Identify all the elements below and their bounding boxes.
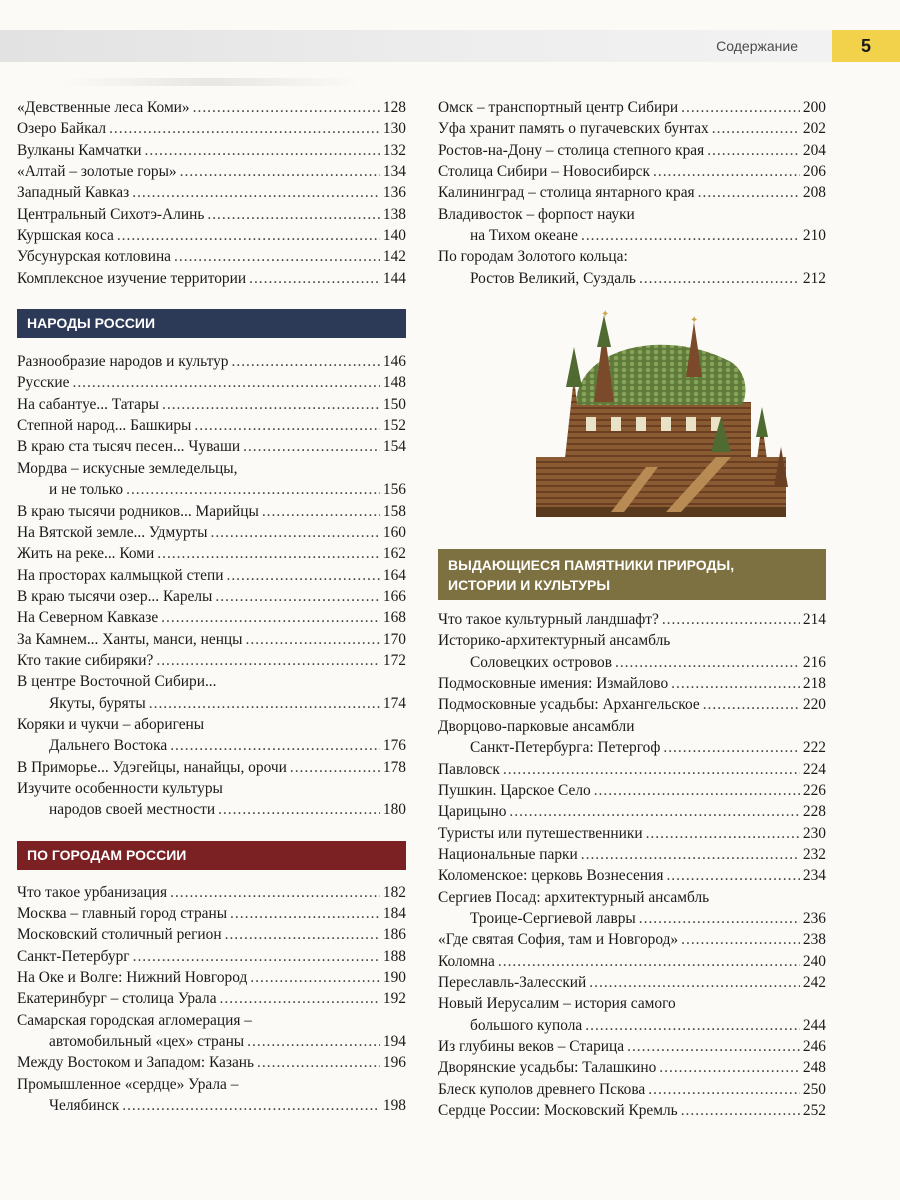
dot-leader (509, 801, 800, 822)
section-heading-monuments[interactable] (438, 549, 826, 600)
toc-entry-title: Коломна (438, 952, 495, 970)
toc-page-number: 182 (382, 883, 406, 901)
toc-page-number: 240 (802, 952, 826, 970)
dot-leader (170, 882, 380, 903)
toc-entry[interactable] (438, 1100, 826, 1121)
toc-entry[interactable] (17, 757, 406, 778)
toc-entry-title: Сергиев Посад: архитектурный ансамбль (438, 888, 710, 906)
dot-leader (246, 629, 380, 650)
toc-entry-line[interactable] (438, 887, 826, 908)
dot-leader (194, 415, 380, 436)
toc-entry-title: Соловецких островов (470, 653, 612, 671)
dot-leader (503, 759, 800, 780)
dot-leader (262, 501, 380, 522)
toc-entry-title: Историко-архитектурный ансамбль (438, 632, 671, 650)
toc-entry[interactable] (17, 882, 406, 903)
toc-entry[interactable] (17, 415, 406, 436)
dot-leader (585, 1015, 800, 1036)
dot-leader (72, 372, 379, 393)
toc-entry[interactable] (17, 522, 406, 543)
page-number: 5 (832, 30, 900, 62)
toc-entry-line[interactable] (438, 993, 826, 1014)
toc-entry-title: Что такое урбанизация (17, 883, 168, 901)
toc-entry[interactable] (438, 609, 826, 630)
toc-entry-title: На просторах калмыцкой степи (17, 566, 224, 584)
toc-entry[interactable] (17, 799, 406, 820)
toc-entry-line[interactable] (17, 778, 406, 799)
toc-page-number: 160 (382, 523, 406, 541)
toc-entry[interactable] (438, 972, 826, 993)
dot-leader (681, 1100, 800, 1121)
toc-entry-title: Челябинск (49, 1097, 120, 1115)
toc-entry-title: Ростов-на-Дону – столица степного края (438, 141, 705, 159)
toc-entry-title: «Алтай – золотые горы» (17, 163, 177, 181)
toc-entry[interactable] (17, 586, 406, 607)
dot-leader (648, 1079, 800, 1100)
toc-entry[interactable] (438, 182, 826, 203)
header-title: Содержание (716, 38, 798, 54)
toc-page-number: 234 (802, 867, 826, 885)
toc-page-number: 208 (802, 184, 826, 202)
toc-entry-title: Санкт-Петербург (17, 947, 130, 965)
dot-leader (681, 929, 800, 950)
dot-leader (594, 780, 800, 801)
toc-entry-title: Коряки и чукчи – аборигены (17, 715, 205, 733)
toc-entry[interactable] (17, 988, 406, 1009)
toc-page-number: 176 (382, 737, 406, 755)
dot-leader (132, 182, 380, 203)
toc-entry[interactable] (438, 1079, 826, 1100)
toc-page-number: 142 (382, 248, 406, 266)
dot-leader (247, 1031, 380, 1052)
toc-page-number: 150 (382, 395, 406, 413)
toc-entry[interactable] (438, 225, 826, 246)
toc-entry[interactable] (438, 865, 826, 886)
toc-page-number: 152 (382, 417, 406, 435)
dot-leader (126, 479, 380, 500)
dot-leader (698, 182, 800, 203)
dot-leader (627, 1036, 800, 1057)
toc-entry[interactable] (438, 694, 826, 715)
toc-entry-line[interactable] (438, 204, 826, 225)
toc-entry-title: Русские (17, 374, 70, 392)
toc-page-number: 228 (802, 803, 826, 821)
toc-entry[interactable] (438, 1015, 826, 1036)
toc-page-number: 218 (802, 675, 826, 693)
toc-entry[interactable] (17, 204, 406, 225)
toc-page-number: 140 (382, 227, 406, 245)
dot-leader (174, 246, 380, 267)
svg-text:✦: ✦ (690, 315, 699, 327)
toc-entry[interactable] (17, 967, 406, 988)
dot-leader (157, 543, 380, 564)
toc-page-number: 186 (382, 926, 406, 944)
dot-leader (666, 865, 799, 886)
toc-entry[interactable] (438, 97, 826, 118)
dot-leader (581, 225, 800, 246)
toc-page-number: 162 (382, 545, 406, 563)
toc-entry[interactable] (438, 118, 826, 139)
toc-group-reserves (17, 97, 406, 289)
toc-entry-title: Царицыно (438, 803, 507, 821)
toc-entry-title: Троице-Сергиевой лавры (470, 909, 636, 927)
toc-entry[interactable] (17, 543, 406, 564)
toc-entry-title: В центре Восточной Сибири... (17, 673, 217, 691)
dot-leader (230, 903, 380, 924)
toc-entry-line[interactable] (17, 714, 406, 735)
toc-entry[interactable] (17, 946, 406, 967)
toc-entry-line[interactable] (17, 1074, 406, 1095)
toc-page-number: 164 (382, 566, 406, 584)
toc-entry-title: Московский столичный регион (17, 926, 222, 944)
toc-page-number: 200 (802, 99, 826, 116)
toc-page-number: 202 (802, 120, 826, 138)
toc-entry-title: Подмосковные имения: Измайлово (438, 675, 669, 693)
toc-entry[interactable] (17, 182, 406, 203)
toc-page-number: 214 (802, 611, 826, 629)
toc-entry-title: Самарская городская агломерация – (17, 1011, 252, 1029)
dot-leader (161, 607, 380, 628)
section-heading-cities[interactable]: ПО ГОРОДАМ РОССИИ (17, 841, 406, 870)
toc-entry-title: За Камнем... Ханты, манси, ненцы (17, 630, 243, 648)
dot-leader (615, 652, 800, 673)
toc-entry[interactable] (438, 737, 826, 758)
toc-entry-title: Промышленное «сердце» Урала – (17, 1075, 239, 1093)
toc-entry-title: В краю тысячи родников... Марийцы (17, 502, 259, 520)
dot-leader (149, 693, 380, 714)
dot-leader (226, 565, 379, 586)
toc-group-cities (17, 882, 406, 1117)
toc-page-number: 196 (382, 1054, 406, 1072)
toc-entry[interactable] (17, 394, 406, 415)
toc-entry[interactable] (17, 118, 406, 139)
toc-page-number: 238 (802, 931, 826, 949)
toc-page-number: 204 (802, 141, 826, 159)
dot-leader (220, 988, 380, 1009)
toc-entry[interactable] (17, 246, 406, 267)
toc-entry-title: Блеск куполов древнего Пскова (438, 1080, 646, 1098)
toc-entry[interactable] (17, 607, 406, 628)
toc-entry-title: Подмосковные усадьбы: Архангельское (438, 696, 700, 714)
toc-page-number: 190 (382, 969, 406, 987)
toc-entry[interactable] (17, 693, 406, 714)
toc-entry[interactable] (438, 929, 826, 950)
toc-entry-title: большого купола (470, 1016, 583, 1034)
toc-entry-title: Омск – транспортный центр Сибири (438, 99, 679, 116)
dot-leader (663, 737, 800, 758)
dot-leader (639, 908, 800, 929)
toc-page-number: 236 (802, 909, 826, 927)
toc-page-number: 178 (382, 758, 406, 776)
toc-entry-title: Степной народ... Башкиры (17, 417, 192, 435)
toc-entry-title: Из глубины веков – Старица (438, 1037, 625, 1055)
toc-page-number: 170 (382, 630, 406, 648)
toc-entry-title: Сердце России: Московский Кремль (438, 1102, 678, 1119)
dot-leader (145, 140, 380, 161)
toc-page-number: 244 (802, 1016, 826, 1034)
toc-entry[interactable] (438, 759, 826, 780)
toc-page-number: 172 (382, 651, 406, 669)
toc-page-number: 212 (802, 269, 826, 287)
toc-page-number: 158 (382, 502, 406, 520)
toc-entry-title: «Девственные леса Коми» (17, 99, 190, 116)
toc-entry[interactable] (17, 1095, 406, 1116)
toc-entry-title: Якуты, буряты (49, 694, 146, 712)
section-heading-monuments-line2: ИСТОРИИ И КУЛЬТУРЫ (448, 577, 611, 594)
dot-leader (712, 118, 800, 139)
toc-group-peoples (17, 351, 406, 821)
toc-entry[interactable] (17, 903, 406, 924)
toc-entry[interactable] (17, 735, 406, 756)
toc-entry-title: Вулканы Камчатки (17, 141, 142, 159)
toc-entry-title: На сабантуе... Татары (17, 395, 160, 413)
toc-page-number: 134 (382, 163, 406, 181)
toc-page-number: 180 (382, 801, 406, 819)
toc-entry-title: народов своей местности (49, 801, 216, 819)
toc-entry[interactable] (17, 1031, 406, 1052)
dot-leader (215, 586, 380, 607)
dot-leader (170, 735, 380, 756)
section-heading-peoples[interactable]: НАРОДЫ РОССИИ (17, 309, 406, 338)
toc-entry-title: Жить на реке... Коми (17, 545, 155, 563)
toc-entry[interactable] (438, 951, 826, 972)
toc-entry[interactable] (438, 801, 826, 822)
dot-leader (243, 436, 380, 457)
toc-entry-title: Коломенское: церковь Вознесения (438, 867, 664, 885)
toc-page-number: 194 (382, 1033, 406, 1051)
dot-leader (250, 967, 380, 988)
toc-entry[interactable] (17, 351, 406, 372)
toc-entry-title: Комплексное изучение территории (17, 269, 247, 287)
toc-entry-title: На Северном Кавказе (17, 609, 159, 627)
toc-entry[interactable] (17, 650, 406, 671)
toc-group-monuments (438, 609, 826, 1121)
toc-entry[interactable] (438, 908, 826, 929)
dot-leader (589, 972, 800, 993)
right-column (438, 97, 826, 1121)
toc-page-number: 198 (382, 1097, 406, 1115)
toc-entry-title: Что такое культурный ландшафт? (438, 611, 659, 629)
toc-entry[interactable] (438, 161, 826, 182)
toc-entry-title: Изучите особенности культуры (17, 779, 223, 797)
toc-entry[interactable] (17, 372, 406, 393)
dot-leader (290, 757, 380, 778)
toc-page-number: 154 (382, 438, 406, 456)
toc-entry[interactable] (17, 225, 406, 246)
toc-entry-title: Уфа хранит память о пугачевских бунтах (438, 120, 709, 138)
toc-page-number: 250 (802, 1080, 826, 1098)
toc-page-number: 246 (802, 1037, 826, 1055)
toc-entry[interactable] (17, 161, 406, 182)
toc-page-number: 156 (382, 481, 406, 499)
toc-entry-title: Западный Кавказ (17, 184, 130, 202)
toc-entry-title: Новый Иерусалим – история самого (438, 995, 676, 1013)
dot-leader (117, 225, 380, 246)
toc-entry-line[interactable] (438, 246, 826, 267)
dot-leader (156, 650, 380, 671)
dot-leader (707, 140, 800, 161)
palace-icon (516, 307, 816, 527)
toc-entry-title: В Приморье... Удэгейцы, нанайцы, орочи (17, 758, 287, 776)
toc-entry-title: Пушкин. Царское Село (438, 781, 591, 799)
toc-page-number: 148 (382, 374, 406, 392)
toc-entry[interactable] (438, 140, 826, 161)
toc-entry-title: Куршская коса (17, 227, 114, 245)
toc-entry-title: Туристы или путешественники (438, 824, 643, 842)
toc-entry[interactable] (17, 436, 406, 457)
toc-entry[interactable] (438, 780, 826, 801)
toc-page-number: 232 (802, 845, 826, 863)
toc-page-number: 174 (382, 694, 406, 712)
dot-leader (180, 161, 380, 182)
wooden-palace-illustration (516, 307, 816, 527)
toc-entry-title: Павловск (438, 760, 500, 778)
toc-page-number: 146 (382, 353, 406, 371)
dot-leader (122, 1095, 380, 1116)
toc-page-number: 226 (802, 781, 826, 799)
dot-leader (218, 799, 380, 820)
toc-entry-title: Калининград – столица янтарного края (438, 184, 695, 202)
toc-entry[interactable] (17, 629, 406, 650)
toc-page-number: 128 (382, 99, 406, 116)
toc-entry[interactable] (438, 844, 826, 865)
toc-entry-title: Убсунурская котловина (17, 248, 172, 266)
dot-leader (662, 609, 800, 630)
toc-entry-line[interactable] (17, 458, 406, 479)
dot-leader (639, 268, 800, 289)
toc-page-number: 248 (802, 1059, 826, 1077)
toc-page-number: 136 (382, 184, 406, 202)
toc-page-number: 216 (802, 653, 826, 671)
toc-page-number: 168 (382, 609, 406, 627)
toc-entry-line[interactable] (17, 671, 406, 692)
toc-entry-title: Ростов Великий, Суздаль (470, 269, 636, 287)
toc-page-number: 138 (382, 205, 406, 223)
toc-entry[interactable] (438, 268, 826, 289)
dot-leader (257, 1052, 380, 1073)
toc-entry-title: автомобильный «цех» страны (49, 1033, 245, 1051)
toc-entry[interactable] (17, 140, 406, 161)
dot-leader (498, 951, 800, 972)
toc-page-number: 210 (802, 227, 826, 245)
faded-top-mark (60, 78, 360, 86)
toc-page-number: 220 (802, 696, 826, 714)
dot-leader (232, 351, 380, 372)
toc-entry[interactable] (438, 823, 826, 844)
dot-leader (193, 97, 380, 118)
toc-entry[interactable] (17, 924, 406, 945)
toc-entry-line[interactable] (17, 1010, 406, 1031)
dot-leader (646, 823, 800, 844)
toc-entry-title: Дворянские усадьбы: Талашкино (438, 1059, 657, 1077)
toc-entry-title: Дальнего Востока (49, 737, 168, 755)
toc-entry-title: В краю тысячи озер... Карелы (17, 587, 213, 605)
toc-entry-title: На Вятской земле... Удмурты (17, 523, 208, 541)
toc-page-number: 252 (802, 1102, 826, 1119)
toc-page-number: 224 (802, 760, 826, 778)
toc-page-number: 230 (802, 824, 826, 842)
toc-entry[interactable] (17, 565, 406, 586)
toc-page-number: 144 (382, 269, 406, 287)
dot-leader (681, 97, 800, 118)
toc-entry[interactable] (438, 673, 826, 694)
section-heading-monuments-line1: ВЫДАЮЩИЕСЯ ПАМЯТНИКИ ПРИРОДЫ, (448, 557, 735, 574)
toc-entry-title: Мордва – искусные земледельцы, (17, 459, 238, 477)
toc-entry[interactable] (17, 1052, 406, 1073)
toc-entry-title: Владивосток – форпост науки (438, 205, 635, 223)
toc-entry-title: По городам Золотого кольца: (438, 248, 628, 266)
toc-page-number: 192 (382, 990, 406, 1008)
toc-entry-title: Москва – главный город страны (17, 905, 228, 922)
dot-leader (225, 924, 380, 945)
dot-leader (210, 522, 379, 543)
toc-entry-title: Дворцово-парковые ансамбли (438, 717, 635, 735)
dot-leader (671, 673, 800, 694)
toc-entry-title: и не только (49, 481, 124, 499)
toc-entry-line[interactable] (438, 716, 826, 737)
toc-page-number: 222 (802, 739, 826, 757)
dot-leader (133, 946, 380, 967)
toc-entry-title: Разнообразие народов и культур (17, 353, 229, 371)
toc-page-number: 132 (382, 141, 406, 159)
toc-entry[interactable] (17, 97, 406, 118)
toc-entry[interactable] (438, 1036, 826, 1057)
toc-entry-title: В краю ста тысяч песен... Чуваши (17, 438, 241, 456)
toc-entry-title: Национальные парки (438, 845, 578, 863)
toc-entry-title: Между Востоком и Западом: Казань (17, 1054, 255, 1072)
toc-entry-title: Центральный Сихотэ-Алинь (17, 205, 205, 223)
toc-entry-title: Екатеринбург – столица Урала (17, 990, 217, 1008)
toc-entry[interactable] (17, 501, 406, 522)
toc-page-number: 242 (802, 973, 826, 991)
dot-leader (581, 844, 800, 865)
dot-leader (703, 694, 800, 715)
toc-entry[interactable] (438, 1057, 826, 1078)
toc-page-number: 188 (382, 947, 406, 965)
dot-leader (249, 268, 380, 289)
toc-entry-title: на Тихом океане (470, 227, 578, 245)
svg-text:✦: ✦ (601, 309, 610, 321)
dot-leader (109, 118, 380, 139)
toc-entry-title: Кто такие сибиряки? (17, 651, 154, 669)
toc-entry-line[interactable] (438, 630, 826, 651)
dot-leader (207, 204, 380, 225)
toc-entry-title: Столица Сибири – Новосибирск (438, 163, 650, 181)
toc-entry-title: «Где святая София, там и Новгород» (438, 931, 679, 949)
toc-page-number: 206 (802, 163, 826, 181)
toc-entry[interactable] (17, 479, 406, 500)
left-column (17, 97, 406, 1116)
toc-page-number: 130 (382, 120, 406, 138)
toc-page-number: 184 (382, 905, 406, 922)
toc-group-cities-cont (438, 97, 826, 289)
toc-entry[interactable] (17, 268, 406, 289)
dot-leader (653, 161, 800, 182)
toc-entry[interactable] (438, 652, 826, 673)
toc-entry-title: Санкт-Петербурга: Петергоф (470, 739, 661, 757)
toc-entry-title: Переславль-Залесский (438, 973, 587, 991)
toc-page-number: 166 (382, 587, 406, 605)
dot-leader (162, 394, 380, 415)
toc-entry-title: На Оке и Волге: Нижний Новгород (17, 969, 248, 987)
toc-entry-title: Озеро Байкал (17, 120, 107, 138)
dot-leader (659, 1057, 800, 1078)
